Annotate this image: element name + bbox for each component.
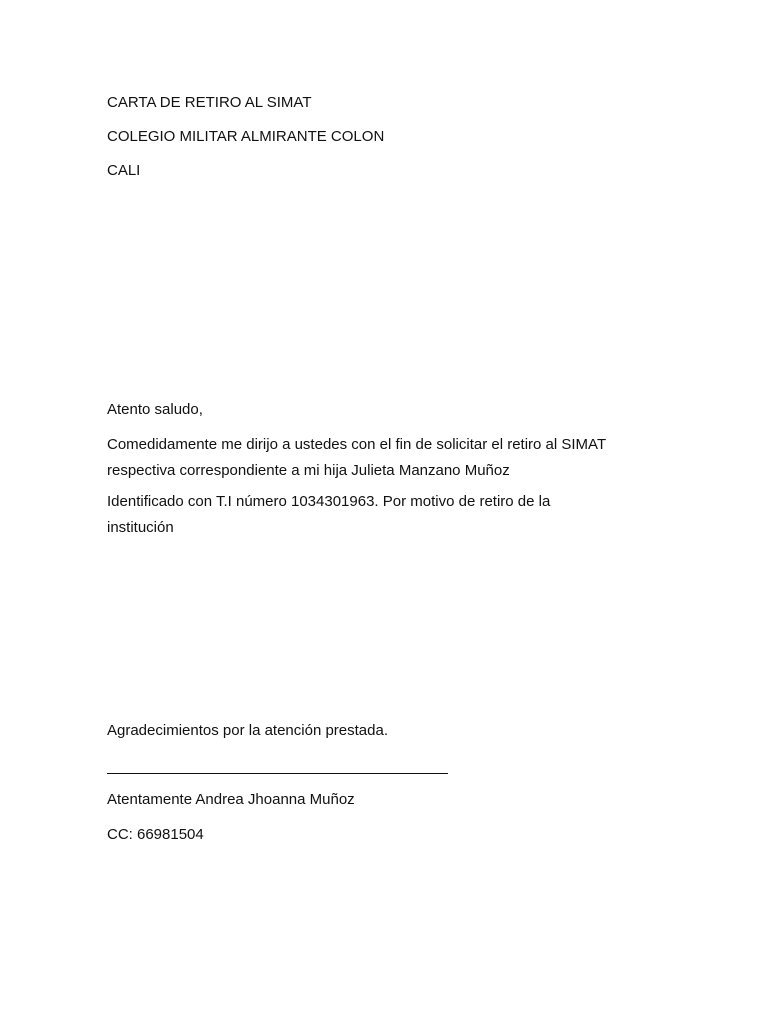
city-name: CALI	[107, 162, 141, 179]
identification-paragraph-line-2: institución	[107, 519, 174, 536]
signer-id: CC: 66981504	[107, 826, 204, 843]
closing-remark: Agradecimientos por la atención prestada.	[107, 722, 389, 739]
request-paragraph-line-1: Comedidamente me dirijo a ustedes con el fin de solicitar el retiro al SIMAT	[107, 436, 607, 453]
identification-paragraph	[107, 489, 667, 541]
school-name: COLEGIO MILITAR ALMIRANTE COLON	[107, 128, 385, 145]
signature-line	[107, 773, 448, 774]
request-paragraph	[107, 432, 667, 484]
signer-name: Atentamente Andrea Jhoanna Muñoz	[107, 791, 355, 808]
letter-title: CARTA DE RETIRO AL SIMAT	[107, 94, 312, 111]
identification-paragraph-line-1: Identificado con T.I número 1034301963. Por motivo de retiro de la	[107, 493, 551, 510]
greeting: Atento saludo,	[107, 401, 203, 418]
request-paragraph-line-2: respectiva correspondiente a mi hija Julieta Manzano Muñoz	[107, 462, 510, 479]
